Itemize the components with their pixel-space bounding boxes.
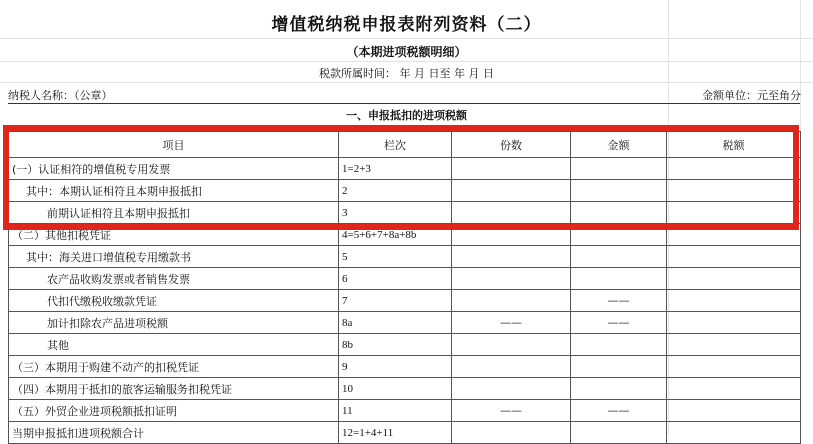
row-copies-cell[interactable] [452,246,571,268]
row-amount-cell[interactable]: —— [571,400,667,422]
row-code-cell: 6 [339,268,452,290]
gridline [0,61,813,62]
row-copies-cell[interactable] [452,378,571,400]
row-copies-cell[interactable] [452,268,571,290]
row-amount-cell[interactable]: —— [571,290,667,312]
row-tax-cell[interactable] [667,180,801,202]
row-amount-cell[interactable] [571,158,667,180]
row-tax-cell[interactable] [667,224,801,246]
table-row [9,290,801,312]
table-row [9,224,801,246]
section-title: 一、申报抵扣的进项税额 [346,109,467,122]
row-amount-cell[interactable]: —— [571,312,667,334]
row-copies-cell[interactable] [452,356,571,378]
form-title: 增值税纳税申报表附列资料（二） [271,15,542,35]
row-copies-cell[interactable] [452,158,571,180]
row-tax-cell[interactable] [667,268,801,290]
row-item-cell: （五）外贸企业进项税额抵扣证明 [9,400,339,422]
header-code: 栏次 [339,132,452,158]
row-code-cell: 3 [339,202,452,224]
row-item-cell: 农产品收购发票或者销售发票 [9,268,339,290]
row-item-cell: 其中：海关进口增值税专用缴款书 [9,246,339,268]
row-tax-cell[interactable] [667,290,801,312]
table-row [9,268,801,290]
row-code-cell: 8a [339,312,452,334]
divider [8,103,800,104]
row-item-cell: 当期申报抵扣进项税额合计 [9,422,339,444]
row-copies-cell[interactable] [452,290,571,312]
row-code-cell: 7 [339,290,452,312]
row-item-cell: 代扣代缴税收缴款凭证 [9,290,339,312]
row-copies-cell[interactable] [452,202,571,224]
row-item-cell: （四）本期用于抵扣的旅客运输服务扣税凭证 [9,378,339,400]
amount-unit-label: 金额单位：元至角分 [702,89,801,102]
gridline [0,38,813,39]
form-subtitle: （本期进项税额明细） [346,45,467,59]
table-row [9,246,801,268]
row-code-cell: 9 [339,356,452,378]
row-code-cell: 10 [339,378,452,400]
header-amount: 金额 [571,132,667,158]
input-tax-table [8,131,801,444]
header-item: 项目 [9,132,339,158]
gridline [0,82,813,83]
row-tax-cell[interactable] [667,400,801,422]
header-copies: 份数 [452,132,571,158]
taxpayer-name-label: 纳税人名称：（公章） [8,89,113,102]
table-row [9,312,801,334]
row-code-cell: 12=1+4+11 [339,422,452,444]
row-copies-cell[interactable]: —— [452,400,571,422]
row-tax-cell[interactable] [667,422,801,444]
row-code-cell: 5 [339,246,452,268]
row-code-cell: 4=5+6+7+8a+8b [339,224,452,246]
row-amount-cell[interactable] [571,334,667,356]
row-tax-cell[interactable] [667,334,801,356]
row-item-cell: (一）认证相符的增值税专用发票 [9,158,339,180]
row-copies-cell[interactable] [452,422,571,444]
row-item-cell: 其中：本期认证相符且本期申报抵扣 [9,180,339,202]
row-copies-cell[interactable] [452,180,571,202]
row-item-cell: （二）其他扣税凭证 [9,224,339,246]
table-header-row [9,132,801,158]
row-amount-cell[interactable] [571,202,667,224]
row-code-cell: 1=2+3 [339,158,452,180]
row-item-cell: 加计扣除农产品进项税额 [9,312,339,334]
row-item-cell: 其他 [9,334,339,356]
row-amount-cell[interactable] [571,246,667,268]
table-row [9,180,801,202]
row-item-cell: 前期认证相符且本期申报抵扣 [9,202,339,224]
row-amount-cell[interactable] [571,268,667,290]
row-tax-cell[interactable] [667,378,801,400]
row-tax-cell[interactable] [667,202,801,224]
row-code-cell: 2 [339,180,452,202]
table-row [9,378,801,400]
row-copies-cell[interactable] [452,334,571,356]
tax-period: 税款所属时间： 年 月 日至 年 月 日 [319,67,494,80]
row-code-cell: 11 [339,400,452,422]
row-amount-cell[interactable] [571,356,667,378]
header-tax: 税额 [667,132,801,158]
row-amount-cell[interactable] [571,422,667,444]
row-copies-cell[interactable]: —— [452,312,571,334]
table-row [9,400,801,422]
row-tax-cell[interactable] [667,246,801,268]
row-copies-cell[interactable] [452,224,571,246]
row-tax-cell[interactable] [667,312,801,334]
table-row [9,334,801,356]
table-row [9,356,801,378]
row-amount-cell[interactable] [571,378,667,400]
row-code-cell: 8b [339,334,452,356]
row-tax-cell[interactable] [667,356,801,378]
table-row [9,158,801,180]
row-tax-cell[interactable] [667,158,801,180]
table-row [9,422,801,444]
row-item-cell: （三）本期用于购建不动产的扣税凭证 [9,356,339,378]
table-row [9,202,801,224]
row-amount-cell[interactable] [571,224,667,246]
row-amount-cell[interactable] [571,180,667,202]
